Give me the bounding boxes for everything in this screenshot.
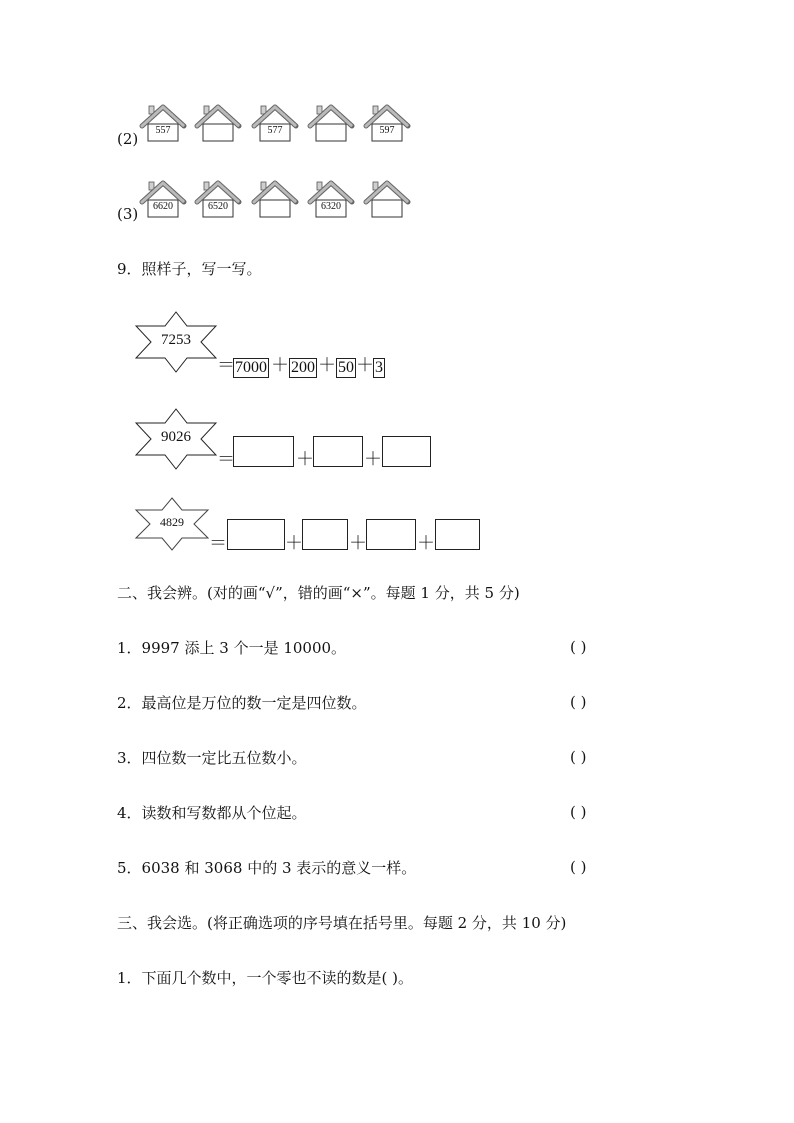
- example-number: 7253: [161, 332, 191, 348]
- judge-answer-5[interactable]: ( ): [570, 858, 587, 876]
- example-plus-3: ＋: [356, 355, 374, 376]
- q9a-answer-box-3[interactable]: [382, 436, 431, 467]
- q9b-answer-box-4[interactable]: [435, 519, 480, 550]
- example-part-3: 50: [338, 359, 354, 376]
- judge-item-4: 4．读数和写数都从个位起。: [117, 804, 307, 822]
- q9b-answer-box-3[interactable]: [366, 519, 416, 550]
- judge-answer-1[interactable]: ( ): [570, 638, 587, 656]
- example-part-4: 3: [375, 359, 383, 376]
- house-row3-3: [251, 179, 299, 219]
- house-row2-3: [251, 103, 299, 143]
- q9b-plus-1: ＋: [285, 533, 303, 554]
- example-part-1: 7000: [235, 359, 267, 376]
- house-number[interactable]: 6520: [208, 201, 228, 212]
- house-number[interactable]: 6320: [321, 201, 341, 212]
- section-2-heading: 二、我会辨。(对的画“√”，错的画“×”。每题 1 分，共 5 分): [117, 584, 520, 602]
- example-equals: ＝: [217, 355, 235, 376]
- row-3-label: (3): [117, 205, 139, 223]
- star-4829: [135, 497, 209, 551]
- example-part-2: 200: [291, 359, 315, 376]
- house-row3-4: [307, 179, 355, 219]
- star-9026-number: 9026: [161, 429, 191, 445]
- house-row3-2: [194, 179, 242, 219]
- q9b-equals: ＝: [209, 533, 227, 554]
- house-row3-5: [363, 179, 411, 219]
- house-row2-5: [363, 103, 411, 143]
- q9a-plus-2: ＋: [364, 449, 382, 470]
- judge-item-5: 5．6038 和 3068 中的 3 表示的意义一样。: [117, 859, 417, 877]
- house-number[interactable]: 577: [267, 125, 283, 136]
- q9b-answer-box-2[interactable]: [302, 519, 348, 550]
- house-row2-4: [307, 103, 355, 143]
- q9b-plus-2: ＋: [349, 533, 367, 554]
- judge-item-2: 2．最高位是万位的数一定是四位数。: [117, 694, 367, 712]
- row-2-label: (2): [117, 130, 139, 148]
- judge-item-3: 3．四位数一定比五位数小。: [117, 749, 307, 767]
- judge-answer-3[interactable]: ( ): [570, 748, 587, 766]
- q9-title: 9．照样子，写一写。: [117, 260, 262, 278]
- judge-item-1: 1．9997 添上 3 个一是 10000。: [117, 639, 347, 657]
- house-row3-1: [139, 179, 187, 219]
- section-3-heading: 三、我会选。(将正确选项的序号填在括号里。每题 2 分，共 10 分): [117, 914, 567, 932]
- house-row2-1: [139, 103, 187, 143]
- choice-question-1: 1．下面几个数中，一个零也不读的数是( )。: [117, 969, 414, 987]
- example-star: [135, 311, 217, 373]
- house-number[interactable]: 597: [379, 125, 395, 136]
- q9a-answer-box-1[interactable]: [233, 436, 294, 467]
- q9a-equals: ＝: [217, 449, 235, 470]
- house-number[interactable]: 6620: [153, 201, 173, 212]
- q9a-plus-1: ＋: [296, 449, 314, 470]
- judge-answer-2[interactable]: ( ): [570, 693, 587, 711]
- q9a-answer-box-2[interactable]: [313, 436, 363, 467]
- house-row2-2: [194, 103, 242, 143]
- example-plus-1: ＋: [271, 355, 289, 376]
- q9b-answer-box-1[interactable]: [227, 519, 285, 550]
- example-plus-2: ＋: [318, 355, 336, 376]
- star-9026: [135, 408, 217, 470]
- star-4829-number: 4829: [160, 515, 184, 529]
- q9b-plus-3: ＋: [417, 533, 435, 554]
- house-number[interactable]: 557: [155, 125, 171, 136]
- judge-answer-4[interactable]: ( ): [570, 803, 587, 821]
